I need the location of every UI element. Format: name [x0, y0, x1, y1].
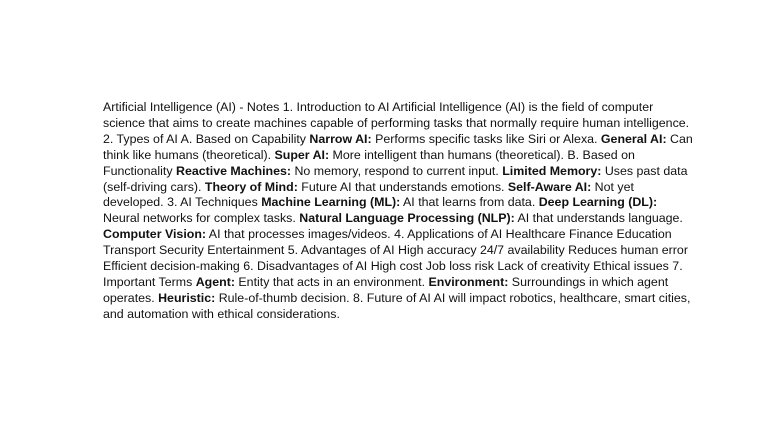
bold-term: Deep Learning (DL):: [538, 195, 658, 210]
bold-term: Limited Memory:: [502, 163, 602, 178]
text-run: Uses past data (self-driving cars).: [103, 163, 688, 194]
text-run: Future AI that understands emotions.: [297, 179, 508, 194]
bold-term: Reactive Machines:: [176, 163, 292, 178]
text-run: Entity that acts in an environment.: [234, 274, 429, 289]
text-run: AI that understands language.: [514, 211, 683, 226]
text-run: Surroundings in which agent operates.: [103, 274, 669, 305]
bold-term: Heuristic:: [158, 290, 216, 305]
text-run: AI that learns from data.: [400, 195, 539, 210]
text-run: Can think like humans (theoretical).: [103, 131, 693, 162]
text-run: Not yet developed. 3. AI Techniques: [103, 179, 634, 210]
bold-term: Agent:: [195, 274, 235, 289]
text-run: Neural networks for complex tasks.: [103, 211, 300, 226]
bold-term: Machine Learning (ML):: [261, 195, 401, 210]
bold-term: Natural Language Processing (NLP):: [299, 211, 515, 226]
bold-term: Super AI:: [274, 147, 330, 162]
bold-term: General AI:: [600, 131, 667, 146]
bold-term: Narrow AI:: [309, 131, 372, 146]
bold-term: Theory of Mind:: [204, 179, 298, 194]
text-run: More intelligent than humans (theoretical). B. Based on Functionality: [103, 147, 635, 178]
notes-paragraph: [103, 100, 693, 323]
text-run: AI that processes images/videos. 4. Applications of AI Healthcare Finance Education Transport Security Entertainment 5. Advantages of AI High accuracy 24/7 availability Reduces human error Efficient decision-making 6. Disadvantages of AI High cost Job loss risk Lack of creativity Ethical issues 7. Important Terms: [103, 227, 688, 289]
bold-term: Self-Aware AI:: [507, 179, 592, 194]
bold-term: Environment:: [428, 274, 509, 289]
text-run: Rule-of-thumb decision. 8. Future of AI AI will impact robotics, healthcare, smart cities, and automation with ethical considerations.: [103, 290, 691, 321]
text-run: Artificial Intelligence (AI) - Notes 1. Introduction to AI Artificial Intelligence (AI) is the field of computer science that aims to create machines capable of performing tasks that normally require human intelligence. 2. Types of AI A. Based on Capability: [103, 100, 690, 146]
text-run: No memory, respond to current input.: [291, 163, 503, 178]
text-run: Performs specific tasks like Siri or Alexa.: [371, 131, 601, 146]
bold-term: Computer Vision:: [103, 227, 207, 242]
